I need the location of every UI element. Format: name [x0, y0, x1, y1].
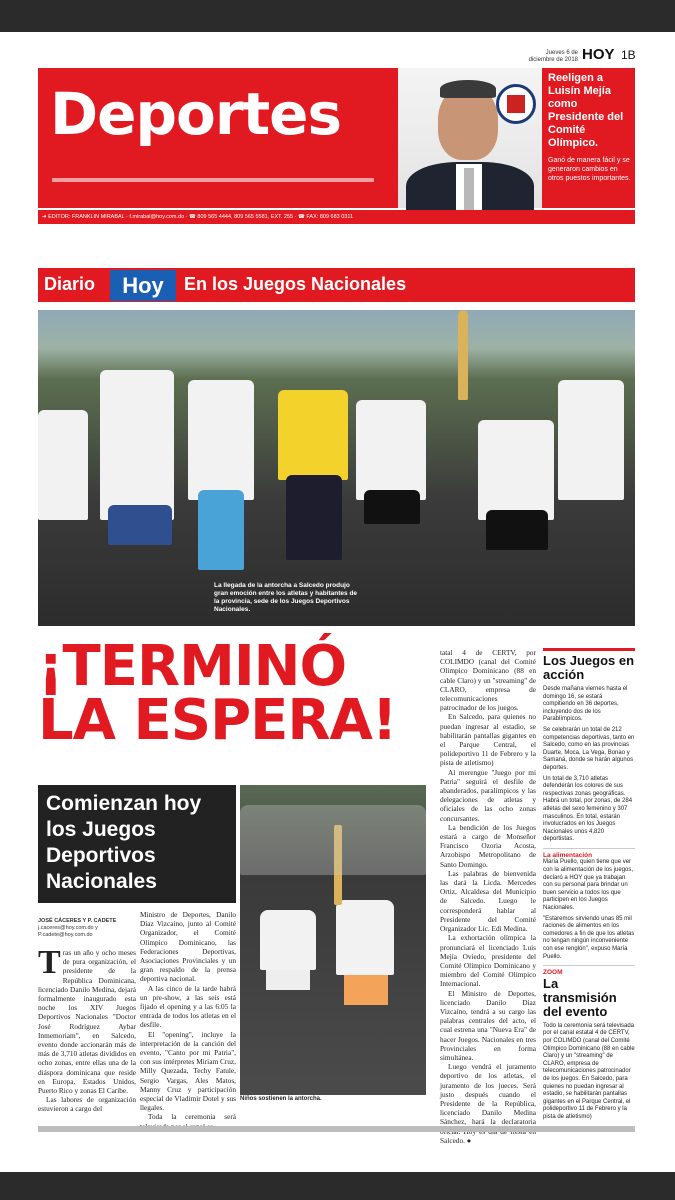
masthead-rule: [52, 178, 374, 182]
hoy-logo: Hoy: [110, 270, 176, 301]
banner-left-text: Diario: [44, 274, 96, 294]
teaser-headline: Reeligen a Luisín Mejía como Presidente del Comité Olímpico.: [548, 72, 624, 149]
drop-cap: T: [38, 944, 61, 981]
runner-figure: [356, 400, 426, 500]
page-bottom-rule: [38, 1126, 635, 1132]
article-col3-paragraph: La exhortación olímpica la pronunciará el licenciado Luis Mejía Oviedo, presidente del Comité Olímpico Dominicano y miembro del Comité Olímpico Internacional.: [440, 933, 536, 989]
crowd-background: [240, 805, 426, 875]
article-column-1: [38, 944, 136, 1124]
sidebar-tag-zoom: ZOOM: [543, 965, 635, 977]
photo2-caption: Niños sostienen la antorcha.: [240, 1096, 322, 1102]
sidebar-tag-food: La alimentación: [543, 848, 635, 860]
main-photo-torch-runners: [38, 310, 635, 626]
article-column-2: [140, 910, 236, 1124]
article-column-3: [440, 648, 536, 1145]
sidebar-paragraph: "Estaremos sirviendo unas 85 mil raciones de alimentos en los comedores a fin de que los atletas no tengan ningún inconveniente con ese renglón", expuso María Puello.: [543, 915, 635, 960]
child-shorts: [344, 975, 388, 1005]
child-figure: [260, 910, 316, 970]
page-number: 1B: [621, 48, 636, 62]
screen-bottom-bar: [0, 1172, 675, 1200]
article-col3-paragraph: Luego vendrá el juramento deportivo de los atletas, el juramento de los jueces. Será justo después cuando el Presidente de la República, licenciado Danilo Medina Sánchez, hará la declaratoria Salcedo. ●: [440, 1062, 536, 1145]
runner-shorts: [364, 490, 420, 524]
banner-right-text: En los Juegos Nacionales: [184, 274, 407, 294]
article-col1-text: ras un año y ocho meses de pura organización, el presidente de la República Dominicana, licenciado Danilo Medina, dejará formalmente inaugurado esta noche los XIV Juegos Deportivos Nacionales "Doctor José Rodríguez Aybar Inmemoriam", en Salcedo, evento donde accionarán más de más de 3,710 atletas divididos en ocho zonas, entre ellas una de la diáspora dominicana que reside en Europa, Estados Unidos, Puerto Rico y zonas El Caribe.: [38, 948, 136, 1096]
torchbearer-figure: [478, 420, 554, 520]
article-col3-paragraph: tatal 4 de CERTV, por COLIMDO (canal del Comité Olímpico Dominicano (88 en cable Claro) y un "streaming" de CLARO, empresa de telecomunicaciones patrocinador de los juegos.: [440, 648, 536, 713]
article-col3-paragraph: El Ministro de Deportes, licenciado Danilo Díaz Vizcaíno, tendrá a su cargo las palabras centrales del acto, el cual estrena una "Nueva Era" de hacer Juegos. Nacionales en tres Provinciales en forma simultánea.: [440, 988, 536, 1062]
article-col2-paragraph: Ministro de Deportes, Danilo Díaz Vizcaíno, junto al Comité Organizador, el Comité Olímpico Dominicano, las Federaciones Deportivas, Asociaciones Provinciales y un gran respaldo de la prensa deportiva nacional.: [140, 910, 236, 984]
sidebar-paragraph: Un total de 3,710 atletas defenderán los colores de sus respectivas zonas geográficas. Habrá un total, por zonas, de 284 atletas del sexo femenino y 307 masculinos. En total, estarán involucrados en los Juegos Nacionales unos 4,820 deportistas.: [543, 775, 633, 843]
sidebar-paragraph: Se celebrarán un total de 212 competencias deportivas, tanto en Salcedo, como en las provincias Duarte, Moca, La Vega, Bonao y Samaná, donde se harán algunos deportes.: [543, 726, 635, 771]
teaser-summary: Ganó de manera fácil y se generaron cambios en otros puestos importantes.: [548, 157, 631, 182]
paper-name: HOY: [582, 46, 615, 63]
section-title: Deportes: [50, 80, 342, 148]
article-col3-paragraph: En Salcedo, para quienes no puedan ingresar al estadio, se habilitarán pantallas gigantes en el Parque Central, el polideportivo 11 de Febrero y la pista de atletismo): [440, 712, 536, 768]
sidebar-paragraph: María Puello, quien tiene que ver con la alimentación de los juegos, declaró a HOY que ya trabajan con su personal para brindar un buen servicio a todos los que participen en los Juegos Nacionales.: [543, 859, 634, 912]
runner-figure: [38, 410, 88, 520]
sidebar-title-broadcast: La transmisión del evento: [543, 975, 617, 1019]
portrait-tie: [464, 168, 474, 212]
main-photo-caption: La llegada de la antorcha a Salcedo produjo gran emoción entre los atletas y habitantes de la provincia, sede de los Juegos Deportivos Nacionales.: [214, 582, 358, 613]
olympic-committee-emblem-icon: [496, 84, 536, 124]
issue-date: Jueves 6 de diciembre de 2018: [528, 50, 578, 63]
portrait-hair: [440, 80, 496, 98]
child-figure: [336, 900, 394, 975]
article-col2-paragraph: El "opening", incluye la interpretación de la canción del evento, "Canto por mi Patria", con sus intérpretes Miriam Cruz, Milly Quezada, Techy Fatule, Sergio Vargas, Ales Matos, Manny Cruz y participación especial de Vladimir Dotel y sus llegales.: [140, 1029, 236, 1113]
children-torch-photo: [240, 785, 426, 1095]
teaser-portrait-photo: [398, 68, 542, 208]
byline-authors: JOSÉ CÁCERES Y P. CADETE: [38, 918, 117, 924]
sidebar-title-games: Los Juegos en acción: [543, 653, 635, 682]
main-headline: ¡TERMINÓ LA ESPERA!: [38, 634, 397, 753]
runner-figure: [188, 380, 254, 500]
article-col2-paragraph: Toda la ceremonia será: [148, 1112, 236, 1122]
runner-pants: [198, 490, 244, 570]
runner-figure: [558, 380, 624, 500]
woman-yellow-shirt: [278, 390, 348, 480]
coverage-banner: [38, 266, 635, 302]
runner-figure: [100, 370, 174, 520]
byline-email-1: j.caceres@hoy.com.do y: [38, 925, 98, 931]
section-masthead: [38, 68, 398, 208]
teaser-box[interactable]: [542, 68, 635, 208]
article-col1-paragraph: Las labores de organización estuvieron a cargo del: [38, 1095, 136, 1114]
woman-pants: [286, 475, 342, 560]
runner-shorts: [108, 505, 172, 545]
article-col3-paragraph: Las palabras de bienvenida las dará la Licda. Mercedes Ortiz, Alcaldesa del Municipio de Salcedo. Luego le corresponderá hablar al Presidente del Comité Organizador Lic. Edi Medina.: [440, 868, 536, 934]
byline-email-2: P.cadete@hoy.com.do: [38, 932, 93, 938]
sidebar-section-games: [543, 648, 635, 844]
runner-shorts: [486, 510, 548, 550]
sidebar-paragraph: Desde mañana viernes hasta el domingo 16, se estará compitiendo en 36 deportes, incluyendo dos de los Parablímpicos.: [543, 686, 628, 723]
sidebar: [543, 648, 635, 1128]
article-col3-paragraph: La bendición de los Juegos estará a cargo de Monseñor Francisco Ozoria Acosta, Arzobispo Metropolitano de Santo Domingo.: [440, 822, 536, 869]
article-subhead: Comienzan hoy los Juegos Deportivos Nacionales: [38, 785, 236, 903]
article-col3-paragraph: Al merengue "Juego por mi Patria" seguirá el desfile de abanderados, paralímpicos y las delegaciones de atletas y oficiales de las ocho zonas concursantes.: [440, 767, 536, 823]
sidebar-paragraph: Todo la ceremonia será televisada por el canal estatal 4 de CERTV, por COLIMDO (canal del Comité Olímpico Dominicano (88 en cable Claro) y un "streaming" de CLARO, empresa de telecomunicaciones patrocinador de los juegos. En Salcedo, para quienes no puedan ingresar al estadio, se habilitarán pantallas gigantes en el Parque Central, el polideportivo 11 de Febrero y la pista de atletismo): [543, 1022, 635, 1120]
child-shorts: [266, 970, 310, 990]
torch-icon: [458, 310, 468, 400]
article-col2-paragraph: A las cinco de la tarde habrá un pre-show, a las seis está fijado el opening y a las 6:05 la entrada de todos los atletas en el desfile.: [140, 983, 236, 1030]
editor-contact-bar: ➜ EDITOR: FRANKLIN MIRABAL · f.mirabal@hoy.com.do · ☎ 809 565 4444, 809 565 5581, EXT. 255 · ☎ FAX: 809 683 0311: [38, 210, 635, 224]
